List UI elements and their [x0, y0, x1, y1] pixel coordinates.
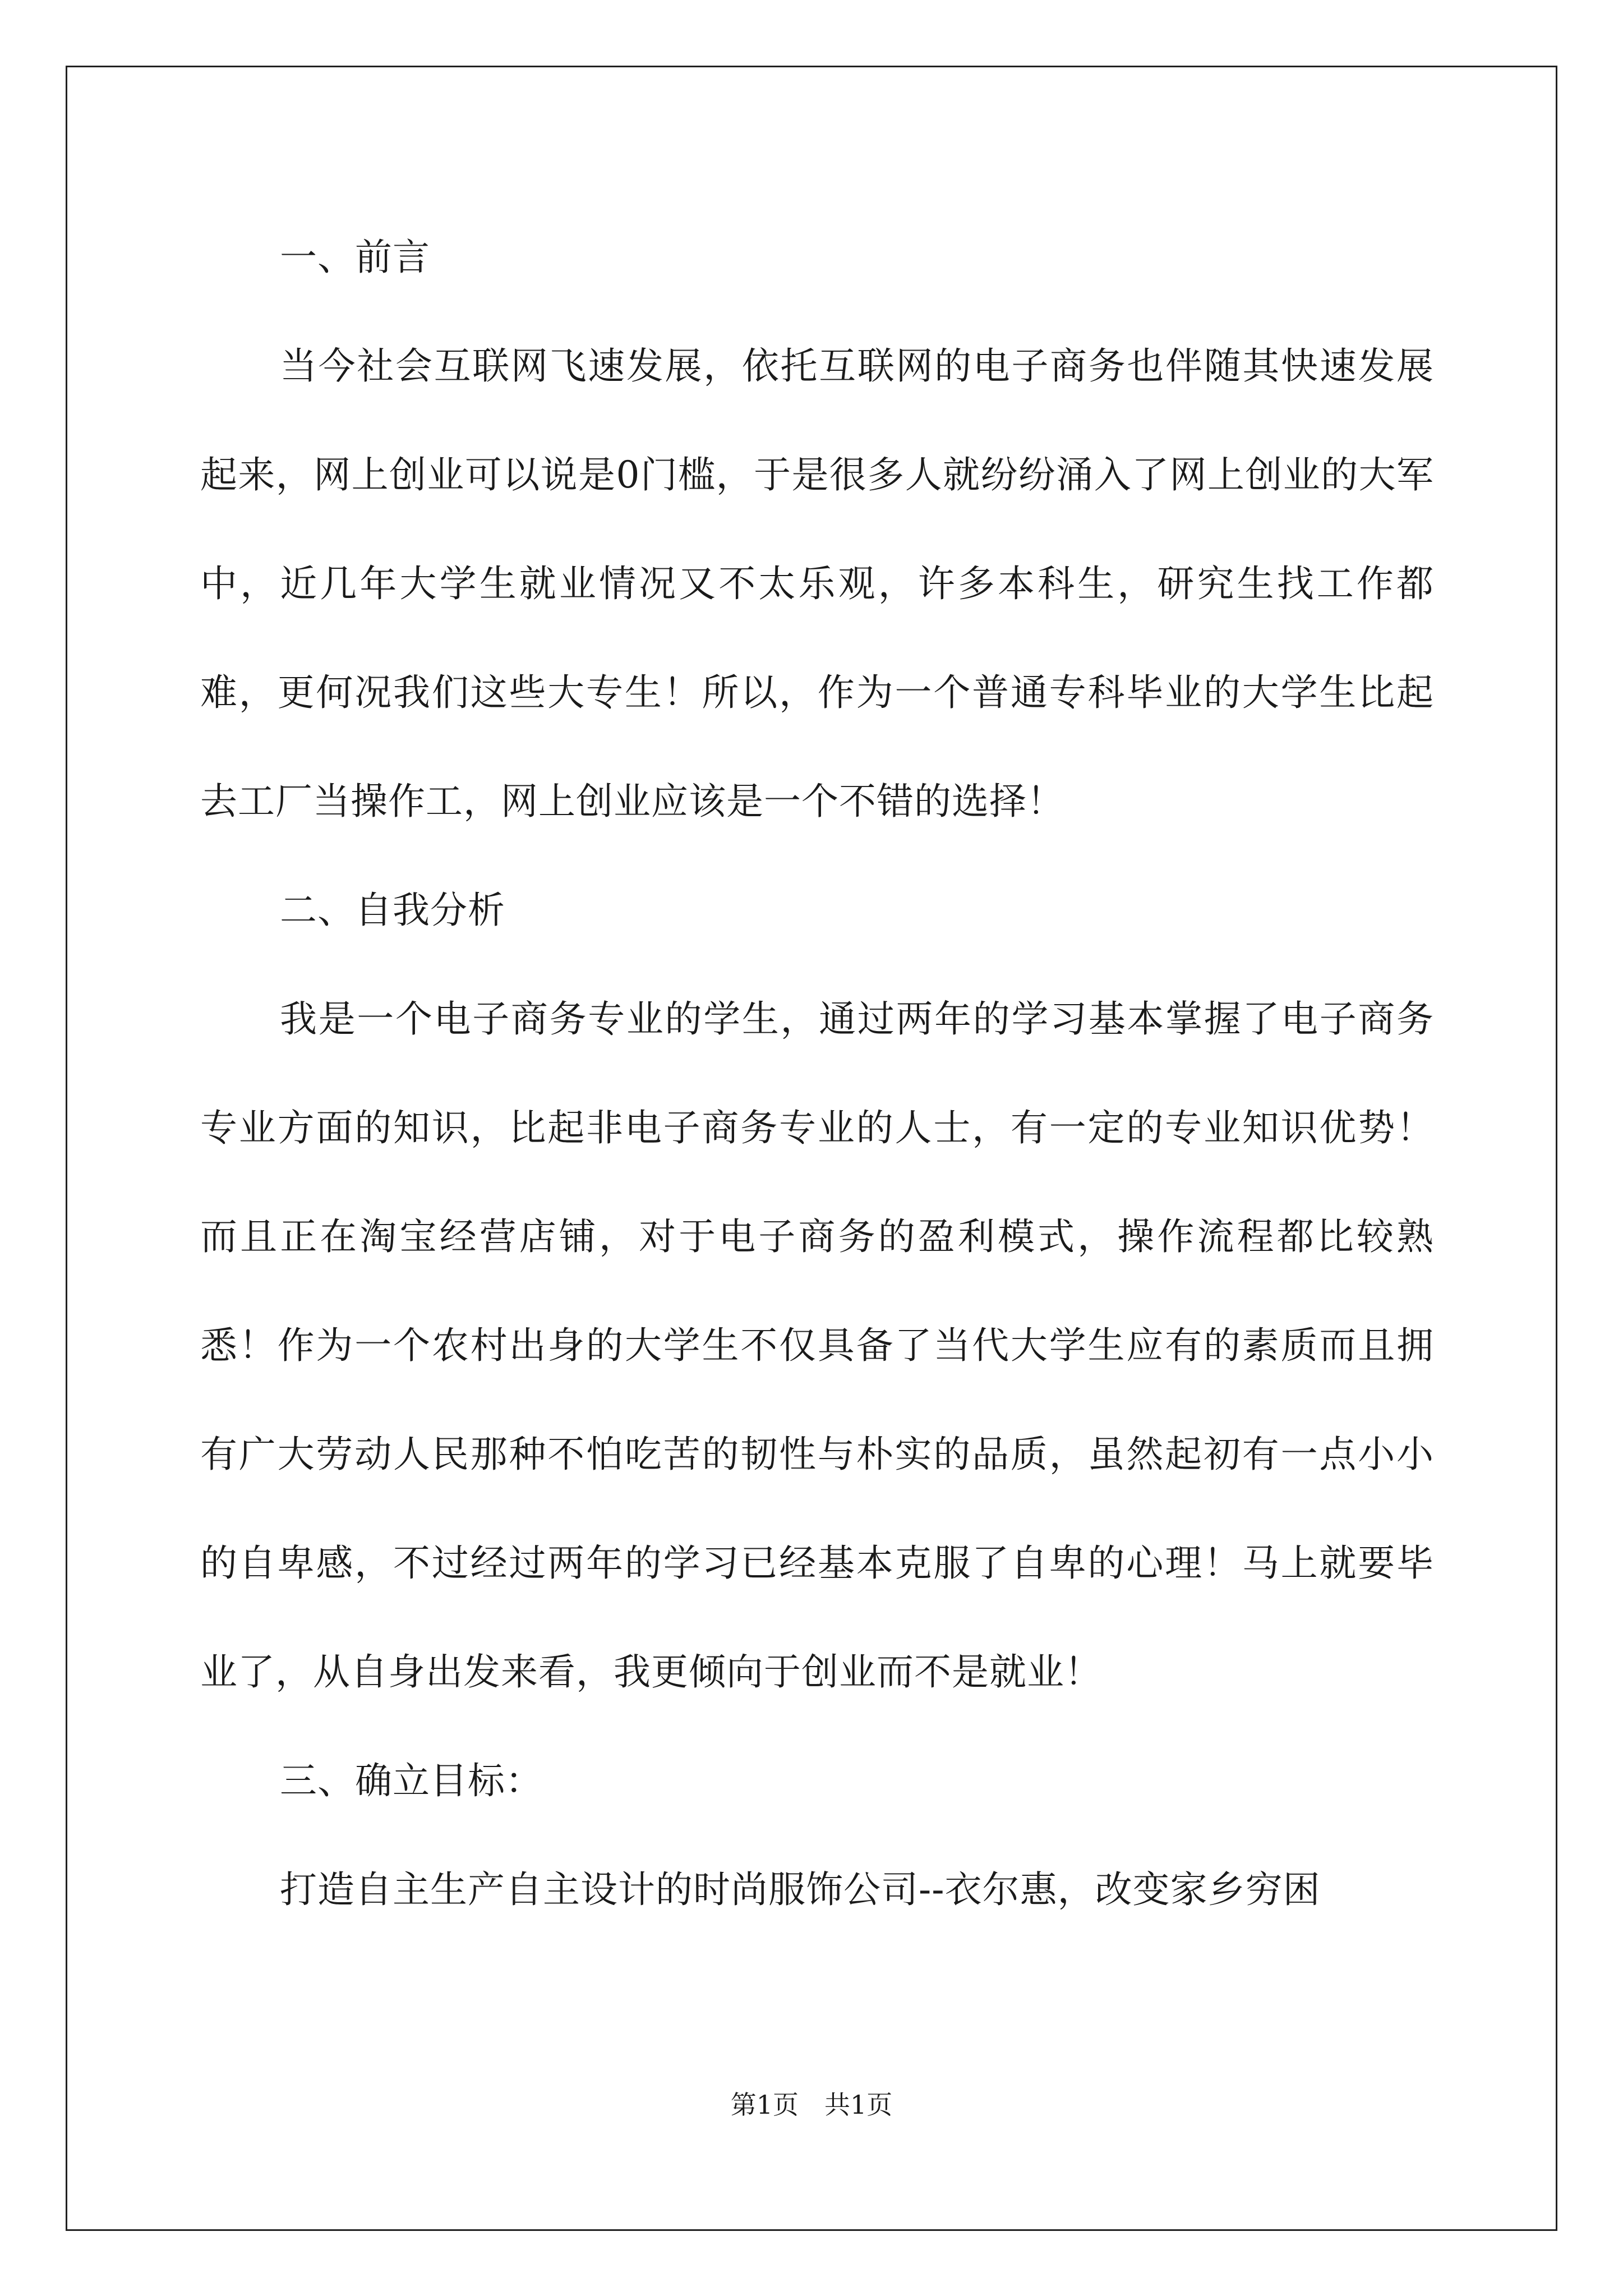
section-heading-preface: 一、前言: [280, 236, 430, 279]
paragraph-goal: 打造自主生产自主设计的时尚服饰公司--衣尔惠，改变家乡穷困: [280, 1868, 1321, 1911]
section-heading-goal: 三、确立目标：: [280, 1759, 543, 1802]
page-total: 共1页: [824, 2090, 893, 2120]
page-number: 第1页: [730, 2090, 799, 2120]
paragraph-self-analysis: 我是一个电子商务专业的学生，通过两年的学习基本掌握了电子商务专业方面的知识，比起非电子商务专业的人士，有一定的专业知识优势！而且正在淘宝经营店铺，对于电子商务的盈利模式，操作流程都比较熟悉！作为一个农村出身的大学生不仅具备了当代大学生应有的素质而且拥有广大劳动人民那种不怕吃苦的韧性与朴实的品质，虽然起初有一点小小的自卑感，不过经过两年的学习已经基本克服了自卑的心理！马上就要毕业了，从自身出发来看，我更倾向于创业而不是就业！: [200, 997, 1434, 1694]
paragraph-preface: 当今社会互联网飞速发展，依托互联网的电子商务也伴随其快速发展起来，网上创业可以说是0门槛，于是很多人就纷纷涌入了网上创业的大军中，近几年大学生就业情况又不太乐观，许多本科生，研究生找工作都难，更何况我们这些大专生！所以，作为一个普通专科毕业的大学生比起去工厂当操作工，网上创业应该是一个不错的选择！: [200, 344, 1434, 823]
document-body: [200, 203, 1434, 1944]
section-heading-self-analysis: 二、自我分析: [280, 889, 505, 932]
page-footer: [0, 2088, 1623, 2122]
